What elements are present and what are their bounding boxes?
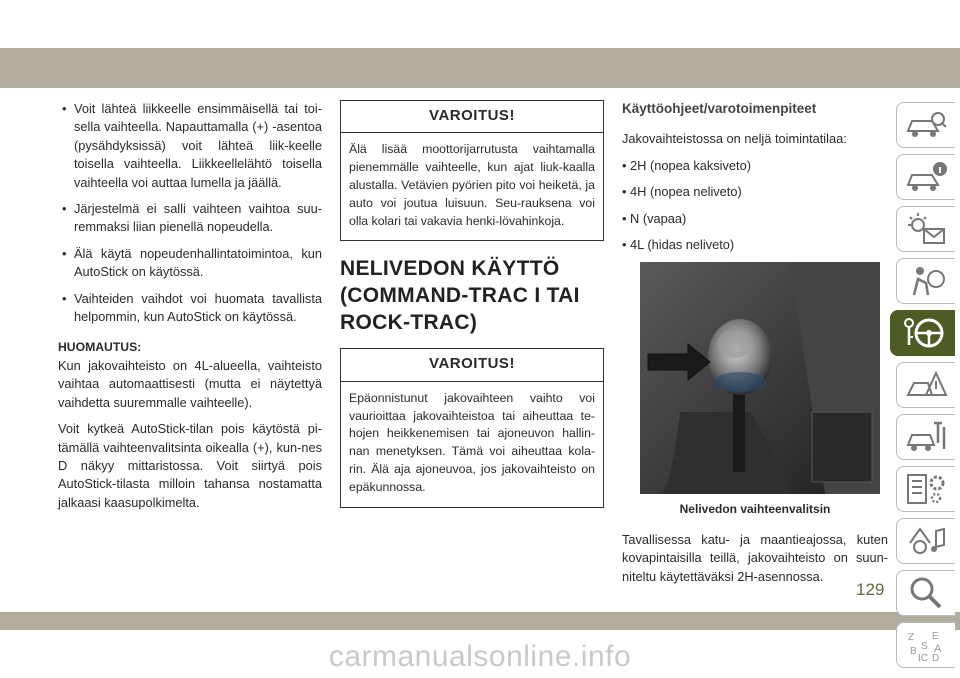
section-title (340, 255, 604, 336)
svg-text:E: E (932, 631, 939, 642)
bullet-item: • Järjestelmä ei salli vaihteen vaihtoa suu-remmaksi liian pienellä nopeudella. (58, 200, 322, 237)
tab-starting-operating[interactable] (890, 310, 955, 356)
tab-multimedia[interactable] (896, 518, 955, 564)
tab-in-case-of-emergency[interactable] (896, 362, 955, 408)
mode-item: • N (vapaa) (622, 210, 687, 226)
column-right (622, 100, 888, 594)
transfer-case-lever-illustration (640, 262, 880, 494)
section-title-line: NELIVEDON KÄYTTÖ (340, 257, 560, 281)
car-info-icon (904, 159, 948, 195)
svg-text:D: D (932, 653, 940, 663)
intro-text: Jakovaihteistossa on neljä toimintatilaa: (622, 131, 847, 147)
car-wrench-icon (904, 419, 948, 455)
paragraph: Tavallisessa katu- ja maantieajossa, kuten kovapintaisilla teillä, jakovaihteisto on suun-niteltu käytettäväksi 2H-asennossa. (622, 531, 888, 584)
car-magnifier-icon (904, 107, 948, 143)
index-magnifier-icon (904, 575, 948, 611)
section-title-line: ROCK-TRAC) (340, 311, 478, 335)
bullet-item: • Älä käytä nopeudenhallintatoimintoa, kun AutoStick on käytössä. (58, 245, 322, 282)
watermark: carmanualsonline.info (328, 640, 632, 673)
mode-item: • 4H (nopea neliveto) (622, 184, 742, 200)
warning-title: VAROITUS! (341, 101, 603, 133)
warning-lights-message-icon (904, 211, 948, 247)
tab-index[interactable] (896, 570, 955, 616)
shifter-photo (640, 262, 880, 494)
key-steering-wheel-icon (901, 315, 945, 351)
mode-item: • 4L (hidas neliveto) (622, 237, 735, 253)
mode-label: 2H (nopea kaksiveto) (630, 157, 751, 173)
multimedia-music-icon (904, 523, 948, 559)
svg-text:B: B (910, 646, 917, 657)
warning-text: Epäonnistunut jakovaihteen vaihto voi vaurioittaa jakovaihteistoa tai aiheuttaa te-hojen heikkenemisen tai ajoneuvon hallin-nan menetyksen. Tämä voi aiheuttaa kola-rin. Älä aja ajoneuvoa, jos jakovaihteisto on epäkunnossa. (349, 390, 595, 494)
warning-box (340, 348, 604, 507)
tab-car-magnifier[interactable] (896, 102, 955, 148)
specifications-gear-icon (904, 471, 948, 507)
bullet-item: • Voit lähteä liikkeelle ensimmäisellä tai toi-sella vaihteella. Napauttamalla (+) -asentoa (pysähdyksissä) voit lähteä liik-keelle toisella vaihteella. Liikkeellelähtö toisella vaihteella voi auttaa lumella ja jäällä. (58, 100, 322, 192)
paragraph: Voit kytkeä AutoStick-tilan pois käytöstä pi-tämällä vaihteenvalitsinta oikealla (+), kun-nes D näkyy mittaristossa. Voit siirtyä pois AutoStick-tilasta milloin tahansa nostamatta jalkaasi kaasupolkimelta. (58, 421, 322, 510)
mode-label: 4H (nopea neliveto) (630, 184, 742, 200)
svg-text:IC: IC (918, 653, 928, 663)
warning-box (340, 100, 604, 241)
image-caption: Nelivedon vaihteenvalitsin (679, 502, 831, 517)
warning-title: VAROITUS! (341, 349, 603, 381)
svg-text:S: S (921, 641, 928, 652)
tab-servicing[interactable] (896, 414, 955, 460)
column-left (58, 100, 322, 520)
tab-technical-specifications[interactable] (896, 466, 955, 512)
warning-text: Älä lisää moottorijarrutusta vaihtamalla pienemmälle vaihteelle, kun ajat liuk-kaalla alustalla. Vetävien pyörien pito voi heiketä, ja auto voi joutua luisuun. Seu-rauksena voi olla kolari tai vakavia henki-lövahinkoja. (349, 142, 595, 228)
page-number: 129 (856, 580, 885, 599)
svg-text:Z: Z (908, 632, 915, 643)
top-band (0, 48, 960, 88)
tab-safety[interactable] (896, 258, 955, 304)
tab-car-info[interactable] (896, 154, 955, 200)
bullet-item: • Vaihteiden vaihdot voi huomata tavallista helpommin, kun AutoStick on käytössä. (58, 290, 322, 327)
roadside-warning-triangle-icon (904, 367, 948, 403)
section-title-line: (COMMAND-TRAC I TAI (340, 284, 580, 308)
note-text: Kun jakovaihteisto on 4L-alueella, vaihteisto vaihtaa automaattisesti (mutta ei näytettyä vaihdetta suuremmalle vaihteelle). (58, 357, 322, 410)
person-airbag-icon (904, 263, 948, 299)
mode-label: 4L (hidas neliveto) (630, 237, 735, 253)
mode-item: • 2H (nopea kaksiveto) (622, 157, 751, 173)
svg-text:A: A (934, 643, 942, 655)
chapter-tabs (890, 102, 960, 674)
subsection-title: Käyttöohjeet/varotoimenpiteet (622, 101, 817, 116)
note-title: HUOMAUTUS: (58, 340, 142, 355)
tab-warning-lights[interactable] (896, 206, 955, 252)
bottom-band (0, 612, 960, 630)
column-middle (340, 100, 604, 522)
mode-label: N (vapaa) (630, 210, 687, 226)
